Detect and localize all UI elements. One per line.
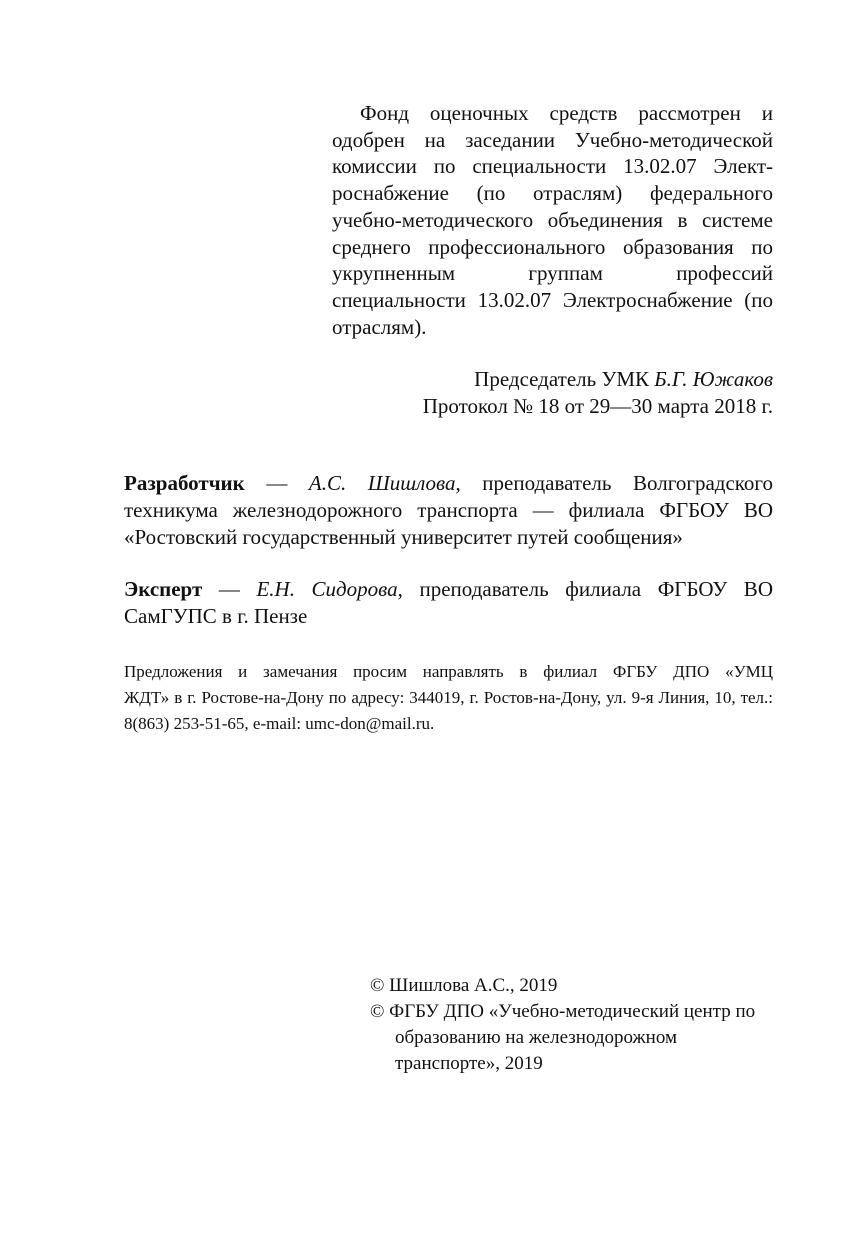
expert-paragraph xyxy=(124,576,773,630)
expert-name: Е.Н. Сидорова xyxy=(256,577,398,601)
chairman-name: Б.Г. Южаков xyxy=(654,367,773,391)
chairman-label: Председатель УМК xyxy=(474,367,655,391)
copyright-block xyxy=(370,973,780,1077)
suggestions-rest: ЖДТ» в г. Ростове-на-Дону по адресу: 344019, г. Ростов-на-Дону, ул. 9-я Линия, 10, тел.: 8(863) 253-51-65, e-mail: umc-don@mail.ru. xyxy=(124,688,773,733)
protocol-line: Протокол № 18 от 29—30 марта 2018 г. xyxy=(422,394,773,418)
developer-dash: — xyxy=(244,471,309,495)
expert-description: , преподаватель филиала ФГБОУ ВО СамГУПС в г. Пензе xyxy=(124,577,773,628)
suggestions-line-1: Предложения и замечания просим направлять в филиал ФГБУ ДПО «УМЦ xyxy=(124,662,773,681)
developer-name: А.С. Шишлова xyxy=(308,471,456,495)
developer-paragraph xyxy=(124,470,773,551)
approval-signature xyxy=(330,366,773,420)
suggestions-paragraph xyxy=(124,659,773,737)
chairman-line xyxy=(330,366,773,393)
copyright-author: © Шишлова А.С., 2019 xyxy=(370,975,558,996)
developer-description: , преподаватель Волгоградского техникума железнодорожного транспорта — филиала ФГБОУ ВО «Ростовский государственный университет путей сообщения» xyxy=(124,471,774,549)
approval-paragraph xyxy=(332,100,773,340)
copyright-publisher: © ФГБУ ДПО «Учебно-методический центр по образованию на железнодорожном транспорте», 2019 xyxy=(370,1001,756,1074)
expert-dash: — xyxy=(202,577,257,601)
approval-text: Фонд оценочных средств рассмотрен и одобрен на заседании Учебно-методической комиссии по специальности 13.02.07 Электроснабжение (по отраслям) федерального учебно-методического объединения в системе среднего профессионального образования по укрупненным группам профессий специальности 13.02.07 Электроснабжение (по отраслям). xyxy=(332,101,773,339)
developer-role: Разработчик xyxy=(124,471,245,495)
expert-role: Эксперт xyxy=(124,577,203,601)
